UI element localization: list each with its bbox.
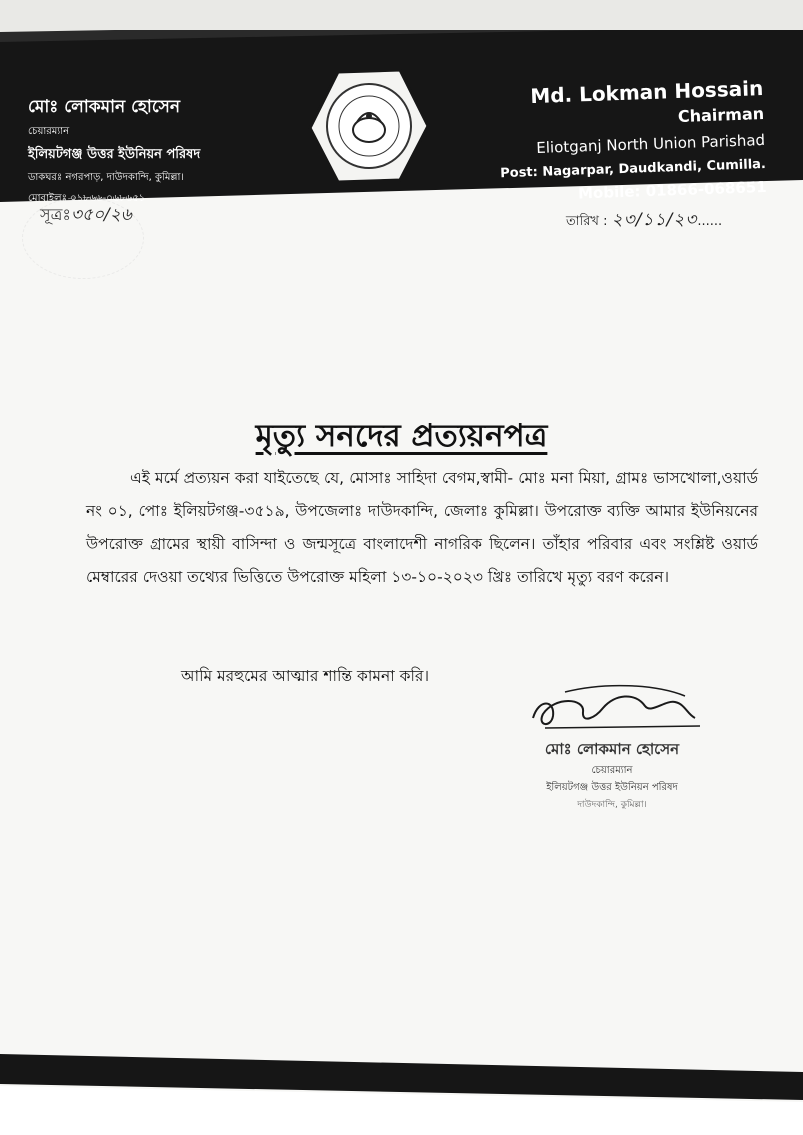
letterhead	[0, 30, 803, 204]
memo-label: সূত্রঃ	[40, 205, 71, 224]
date-line	[566, 207, 722, 235]
date-label: তারিখ :	[566, 214, 608, 229]
document-title-text: মৃত্যু সনদের প্রত্যয়নপত্র	[255, 418, 548, 454]
en-chairman-name: Md. Lokman Hossain	[530, 76, 764, 109]
date-value: ২৩/১১/২৩	[611, 210, 698, 230]
bn-chairman-name: মোঃ লোকমান হোসেন	[28, 97, 181, 117]
memo-number	[40, 202, 132, 230]
en-chairman-title: Chairman	[677, 103, 765, 126]
chairman-signature	[525, 678, 705, 738]
en-union-name: Eliotganj North Union Parishad	[536, 130, 766, 157]
footer-band	[0, 1040, 803, 1135]
en-mobile: Mobile: 01866-068651	[577, 177, 768, 203]
en-post-address: Post: Nagarpar, Daudkandi, Cumilla.	[500, 156, 767, 182]
certificate-body	[86, 462, 758, 594]
prayer-line: আমি মরহুমের আত্মার শান্তি কামনা করি।	[181, 667, 430, 685]
letterhead-bengali	[28, 94, 200, 208]
letterhead-english	[497, 76, 767, 205]
official-seal	[512, 738, 712, 812]
document-title	[0, 412, 803, 464]
seal-address: দাউদকান্দি, কুমিল্লা।	[577, 800, 647, 810]
date-dots: ......	[697, 214, 723, 229]
memo-value: ৩৫০/২৬	[70, 205, 132, 225]
seal-title: চেয়ারম্যান	[591, 765, 633, 776]
bn-mobile: মোবাইলঃ ০১৮৬৬-০৬৮৬৫১	[28, 193, 146, 204]
bn-union-name: ইলিয়টগঞ্জ উত্তর ইউনিয়ন পরিষদ	[28, 147, 201, 162]
bn-chairman-title: চেয়ারম্যান	[28, 126, 70, 137]
emblem-seal	[327, 84, 411, 168]
bn-post-address: ডাকঘরঃ নগরপাড়, দাউদকান্দি, কুমিল্লা।	[28, 172, 184, 183]
seal-name: মোঃ লোকমান হোসেন	[544, 740, 680, 758]
certificate-body-text: এই মর্মে প্রত্যয়ন করা যাইতেছে যে, মোসাঃ সাহিদা বেগম,স্বামী- মোঃ মনা মিয়া, গ্রামঃ ভাসখোলা,ওয়ার্ড নং ০১, পোঃ ইলিয়টগঞ্জ-৩৫১৯, উপজেলাঃ দাউদকান্দি, জেলাঃ কুমিল্লা। উপরোক্ত ব্যক্তি আমার ইউনিয়নের উপরোক্ত গ্রামের স্থায়ী বাসিন্দা ও জন্মসূত্রে বাংলাদেশী নাগরিক ছিলেন। তাঁহার পরিবার এবং সংশ্লিষ্ট ওয়ার্ড মেম্বারের দেওয়া তথ্যের ভিত্তিতে উপরোক্ত মহিলা ১৩-১০-২০২৩ খ্রিঃ তারিখে মৃত্যু বরণ করেন।	[86, 469, 758, 586]
seal-union: ইলিয়টগঞ্জ উত্তর ইউনিয়ন পরিষদ	[546, 782, 678, 793]
top-edge	[0, 0, 803, 34]
